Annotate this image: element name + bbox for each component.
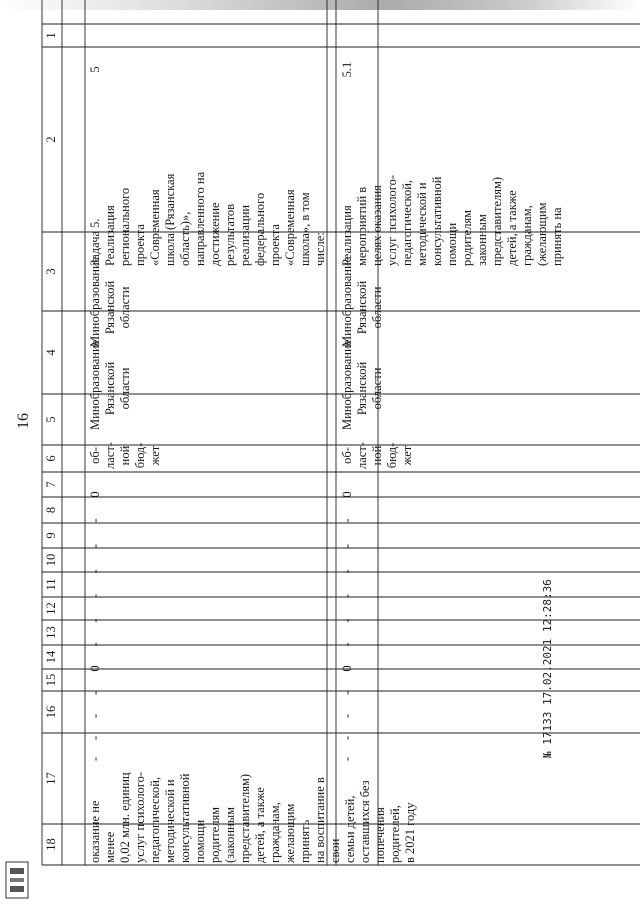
value-c7: - (340, 518, 354, 523)
task-name: Задача 5. Реализация регионального проекта «Современная школа (Рязанская область)», направленного на достижение результатов реализации федерального проекта «Современная школа», в том числе: (88, 171, 327, 266)
value-c11: - (340, 618, 354, 623)
value-c16: - (88, 735, 102, 741)
col-header-17: 17 (44, 772, 58, 785)
col-header-14: 14 (44, 650, 58, 664)
value-c10: - (88, 593, 102, 599)
col-header-10: 10 (44, 553, 58, 567)
value-c13: 0 (88, 665, 102, 672)
row-num: 5 (88, 66, 102, 73)
value-c6: 0 (88, 491, 102, 498)
value-c10: - (340, 593, 354, 599)
value-c15: - (340, 713, 354, 719)
value-c17: - (88, 756, 102, 762)
col-header-16: 16 (44, 705, 58, 719)
col-header-11: 11 (44, 578, 58, 591)
row-num: 5.1 (340, 61, 354, 78)
value-c9: - (88, 569, 102, 574)
value-c14: - (340, 690, 354, 696)
page-number: 16 (15, 413, 32, 429)
col-header-1: 1 (44, 32, 58, 39)
col-header-5: 5 (44, 416, 58, 423)
col-header-15: 15 (44, 673, 58, 687)
col-header-3: 3 (44, 268, 58, 275)
value-c6: 0 (340, 491, 354, 498)
funding-source: об- ласт- ной бюд- жет (340, 442, 414, 469)
value-c7: - (88, 518, 102, 523)
responsible-org: Минобразование Рязанской области (88, 256, 132, 347)
value-c16: - (340, 735, 354, 741)
expected-result: оказание не менее 0,02 млн. единиц услуг психолого- педагогической, методической и консультативной помощи родителям (законным представителям) детей, а также гражданам, желающим принять на воспитание в свои семьи детей, оставшихся без попечения родителей, в 2021 году (88, 771, 417, 863)
value-c12: - (340, 642, 354, 647)
value-c17: - (340, 756, 354, 762)
col-header-18: 18 (44, 838, 58, 851)
value-c12: - (88, 642, 102, 647)
col-header-8: 8 (44, 506, 58, 514)
value-c13: 0 (340, 665, 354, 672)
executor-org: Минобразование Рязанской области (340, 339, 384, 430)
value-c11: - (88, 618, 102, 623)
value-c8: - (340, 543, 354, 549)
value-c8: - (88, 543, 102, 549)
responsible-org: Минобразование Рязанской области (340, 256, 384, 347)
col-header-13: 13 (44, 626, 58, 639)
col-header-4: 4 (44, 349, 58, 356)
funding-source: об- ласт- ной бюд- жет (88, 442, 162, 469)
registration-stamp: № 17133 17.02.2021 12:28:36 (541, 579, 554, 758)
value-c9: - (340, 569, 354, 574)
value-c15: - (88, 713, 102, 719)
value-c14: - (88, 690, 102, 696)
coat-of-arms-icon (4, 860, 30, 900)
col-header-12: 12 (44, 602, 58, 615)
col-header-2: 2 (44, 136, 58, 143)
col-header-9: 9 (44, 532, 58, 539)
task-name: Реализация мероприятий в целях оказания услуг психолого- педагогической, методической и консультативной помощи родителям законным представителям) детей, а также гражданам, (желающим принять на (340, 174, 564, 266)
executor-org: Минобразование Рязанской области (88, 339, 132, 430)
col-header-6: 6 (44, 455, 58, 462)
col-header-7: 7 (44, 481, 58, 488)
government-logo (4, 860, 30, 900)
